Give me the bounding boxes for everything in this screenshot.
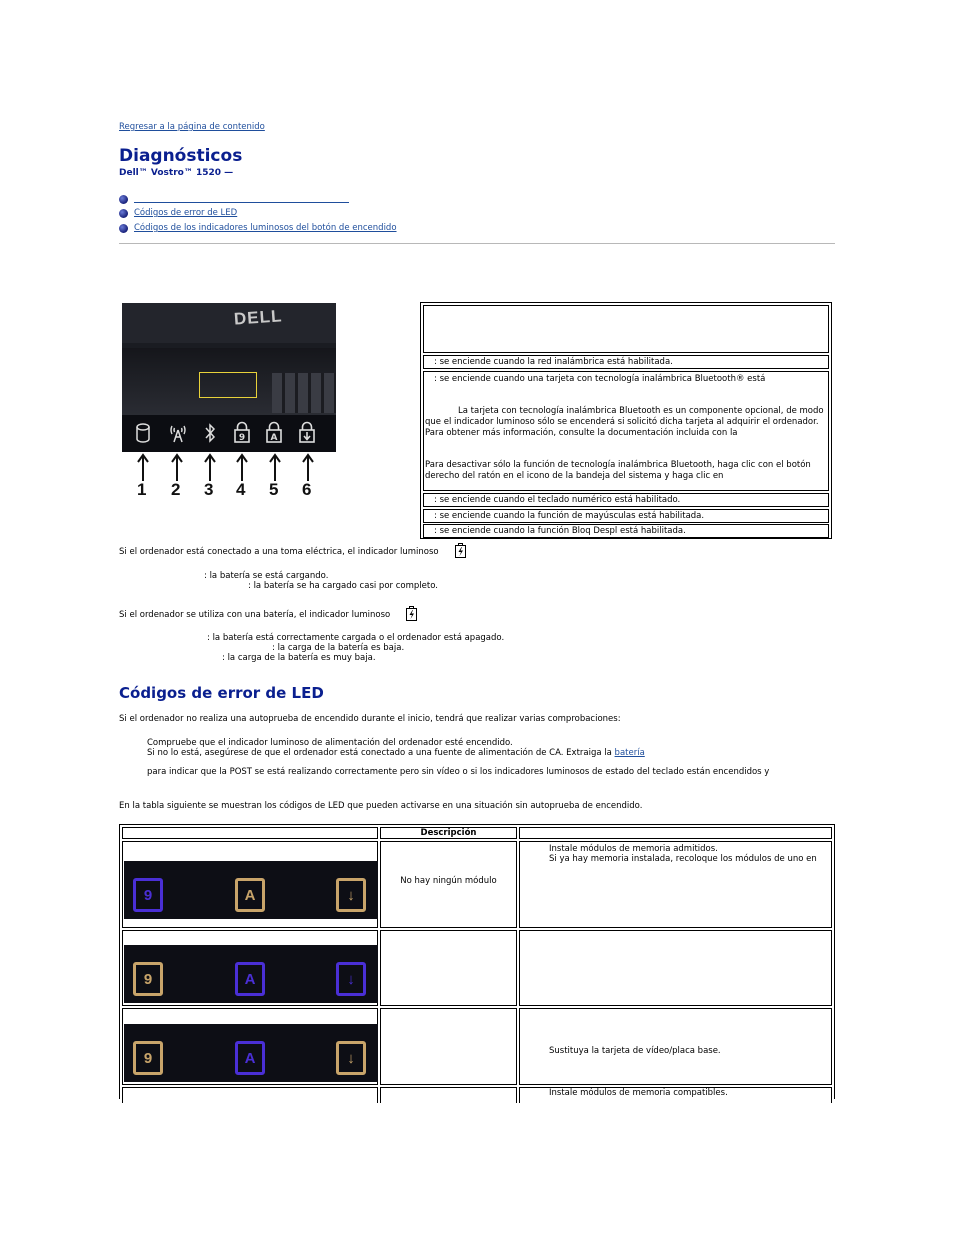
led-code-table bbox=[119, 824, 835, 1099]
bluetooth-disable-text: Para desactivar sólo la función de tecnología inalámbrica Bluetooth, haga clic con el botón derecho del ratón en el icono de la bandeja del sistema y haga clic en bbox=[425, 460, 811, 481]
bluetooth-note: La tarjeta con tecnología inalámbrica Bluetooth es un componente opcional, de modo que el indicador luminoso sólo se encenderá si solicitó dicha tarjeta al adquirir el ordenador. Para obtener más información, consulte la documentación incluida con la bbox=[425, 406, 824, 438]
led-pattern-cell bbox=[122, 841, 378, 928]
battery-low-text: : la carga de la batería es baja. bbox=[272, 643, 405, 653]
battery-icon bbox=[406, 606, 417, 621]
label-number: 4 bbox=[236, 480, 246, 499]
table-row bbox=[423, 371, 829, 491]
table-row bbox=[423, 305, 829, 353]
solution-cell bbox=[519, 930, 832, 1006]
num-lock-led-off-icon: 9 bbox=[133, 962, 163, 996]
divider bbox=[119, 243, 835, 244]
page-subtitle: Dell™ Vostro™ 1520 — bbox=[119, 168, 234, 178]
caps-lock-led-on-icon: A bbox=[235, 962, 265, 996]
table-row bbox=[423, 355, 829, 369]
label-number: 3 bbox=[204, 480, 214, 499]
solution-cell bbox=[519, 841, 832, 928]
scroll-lock-led-off-icon: ↓ bbox=[336, 1041, 366, 1075]
page-title: Diagnósticos bbox=[119, 146, 243, 166]
check-post-video: para indicar que la POST se está realizando correctamente pero sin vídeo o si los indicadores luminosos de estado del teclado están encendidos y bbox=[147, 767, 770, 777]
wireless-description: : se enciende cuando la red inalámbrica está habilitada. bbox=[434, 357, 673, 367]
section-heading-led-codes: Códigos de error de LED bbox=[119, 684, 324, 702]
label-number: 6 bbox=[302, 480, 312, 499]
led-table-intro: En la tabla siguiente se muestran los códigos de LED que pueden activarse en una situación sin autoprueba de encendido. bbox=[119, 801, 643, 811]
arrow-up-icon bbox=[235, 453, 249, 481]
lid-area bbox=[122, 303, 336, 343]
bluetooth-icon bbox=[204, 422, 216, 444]
num-lock-icon bbox=[233, 421, 251, 444]
status-lights-figure bbox=[122, 303, 336, 500]
wireless-icon bbox=[169, 422, 187, 444]
toc-link-led-codes[interactable]: Códigos de error de LED bbox=[134, 208, 238, 218]
toc-link-underline[interactable] bbox=[134, 202, 349, 203]
solution-text: Instale módulos de memoria compatibles. bbox=[549, 1088, 728, 1098]
caps-lock-description: : se enciende cuando la función de mayúsculas está habilitada. bbox=[434, 511, 705, 521]
led-pattern-cell bbox=[122, 930, 378, 1006]
led-intro: Si el ordenador no realiza una autoprueba de encendido durante el inicio, tendrá que realizar varias comprobaciones: bbox=[119, 714, 621, 724]
toc-item[interactable] bbox=[119, 208, 319, 220]
scroll-lock-icon bbox=[298, 421, 316, 444]
back-to-contents-link[interactable]: Regresar a la página de contenido bbox=[119, 122, 265, 132]
description-cell bbox=[380, 1087, 517, 1103]
arrow-up-icon bbox=[301, 453, 315, 481]
bluetooth-description: : se enciende cuando una tarjeta con tecnología inalámbrica Bluetooth® está bbox=[434, 374, 766, 384]
table-row bbox=[423, 509, 829, 523]
toc-link-power-button-codes[interactable]: Códigos de los indicadores luminosos del botón de encendido bbox=[134, 223, 397, 233]
caps-lock-led-off-icon: A bbox=[235, 878, 265, 912]
num-lock-description: : se enciende cuando el teclado numérico está habilitado. bbox=[434, 495, 681, 505]
solution-cell bbox=[519, 1008, 832, 1085]
solution-text: Si ya hay memoria instalada, recoloque los módulos de uno en bbox=[549, 854, 817, 864]
scroll-lock-led-off-icon: ↓ bbox=[336, 878, 366, 912]
hard-drive-icon bbox=[135, 423, 151, 443]
arrow-up-icon bbox=[136, 453, 150, 481]
svg-text:9: 9 bbox=[238, 433, 246, 443]
caps-lock-led-on-icon: A bbox=[235, 1041, 265, 1075]
battery-ok-text: : la batería está correctamente cargada o el ordenador está apagado. bbox=[207, 633, 505, 643]
battery-intro: Si el ordenador se utiliza con una batería, el indicador luminoso bbox=[119, 610, 391, 620]
scroll-lock-description: : se enciende cuando la función Bloq Despl está habilitada. bbox=[434, 526, 686, 536]
table-row bbox=[423, 493, 829, 507]
toc-item[interactable] bbox=[119, 223, 439, 235]
check-ac-text: Si no lo está, asegúrese de que el ordenador está conectado a una fuente de alimentación de CA. Extraiga la bbox=[147, 748, 612, 758]
solution-text: Sustituya la tarjeta de vídeo/placa base. bbox=[549, 1046, 721, 1056]
bullet-icon bbox=[119, 224, 128, 233]
description-text: No hay ningún módulo bbox=[400, 876, 497, 886]
svg-text:A: A bbox=[270, 433, 278, 443]
dell-logo: DELL bbox=[233, 306, 283, 329]
keys bbox=[272, 373, 336, 413]
toc-item[interactable] bbox=[119, 194, 359, 208]
led-pattern-image bbox=[124, 861, 378, 919]
description-cell bbox=[380, 841, 517, 928]
led-highlight-box bbox=[199, 372, 257, 398]
led-pattern-image bbox=[124, 945, 378, 1003]
table-row bbox=[423, 524, 829, 538]
label-number: 2 bbox=[171, 480, 181, 499]
solution-cell bbox=[519, 1087, 832, 1103]
num-lock-led-off-icon: 9 bbox=[133, 1041, 163, 1075]
bullet-icon bbox=[119, 209, 128, 218]
battery-very-low-text: : la carga de la batería es muy baja. bbox=[222, 653, 376, 663]
ac-charged-text: : la batería se ha cargado casi por completo. bbox=[248, 581, 438, 591]
led-icon-strip bbox=[122, 415, 336, 452]
description-cell bbox=[380, 1008, 517, 1085]
solution-text: Instale módulos de memoria admitidos. bbox=[549, 844, 718, 854]
arrow-up-icon bbox=[268, 453, 282, 481]
battery-icon bbox=[455, 543, 466, 558]
column-header bbox=[519, 827, 832, 839]
column-header bbox=[122, 827, 378, 839]
arrow-up-icon bbox=[203, 453, 217, 481]
label-number: 1 bbox=[137, 480, 147, 499]
ac-charging-text: : la batería se está cargando. bbox=[204, 571, 329, 581]
keyboard-photo bbox=[122, 303, 336, 415]
num-lock-led-on-icon: 9 bbox=[133, 878, 163, 912]
bullet-icon bbox=[119, 195, 128, 204]
status-table bbox=[420, 302, 832, 539]
ac-intro: Si el ordenador está conectado a una toma eléctrica, el indicador luminoso bbox=[119, 547, 439, 557]
description-cell bbox=[380, 930, 517, 1006]
arrow-up-icon bbox=[170, 453, 184, 481]
scroll-lock-led-on-icon: ↓ bbox=[336, 962, 366, 996]
label-number: 5 bbox=[269, 480, 279, 499]
check-power-light: Compruebe que el indicador luminoso de alimentación del ordenador esté encendido. bbox=[147, 738, 513, 748]
led-pattern-image bbox=[124, 1024, 378, 1082]
check-ac-power bbox=[147, 748, 645, 759]
led-pattern-cell bbox=[122, 1087, 378, 1103]
battery-link[interactable]: batería bbox=[614, 748, 645, 758]
caps-lock-icon bbox=[265, 421, 283, 444]
led-pattern-cell bbox=[122, 1008, 378, 1085]
column-header-description: Descripción bbox=[380, 827, 517, 839]
